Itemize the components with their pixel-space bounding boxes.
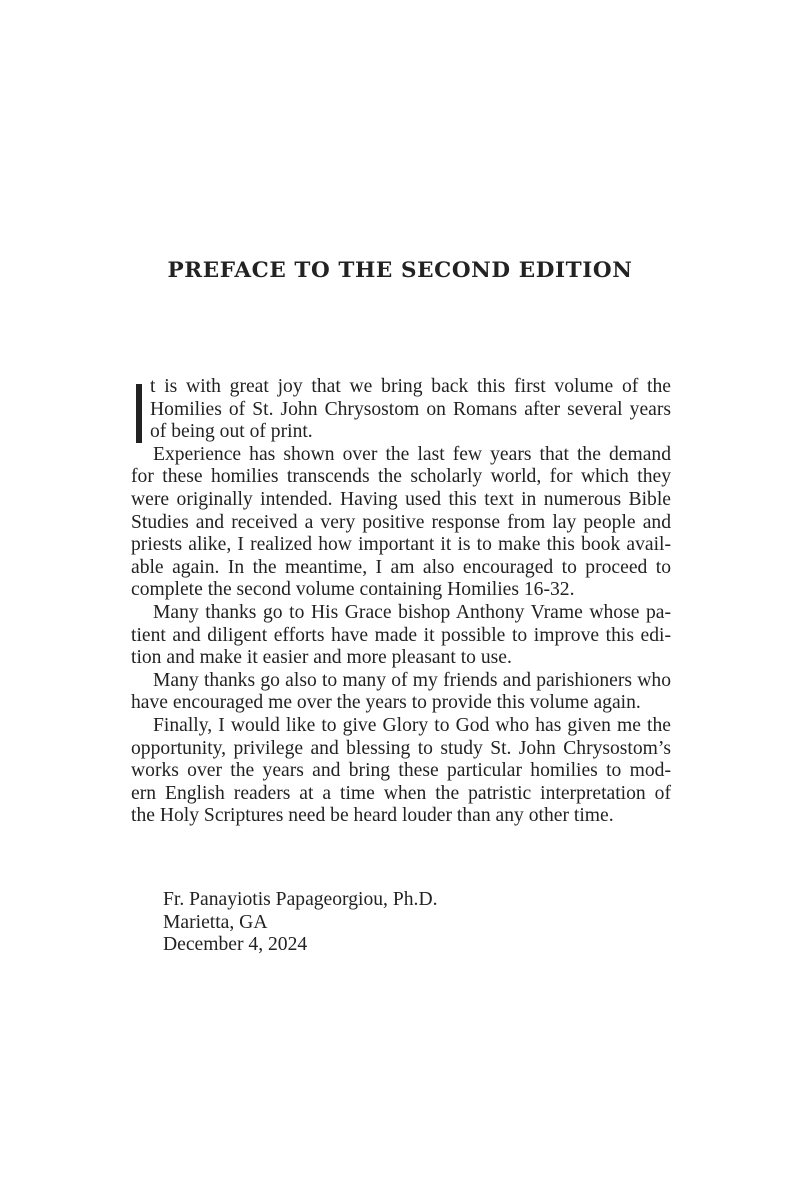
text-line: priests alike, I realized how important it is to make this book avail- [131,534,671,556]
text-line: the Holy Scriptures need be heard louder than any other time. [131,805,614,827]
text-line: for these homilies transcends the scholarly world, for which they [131,466,671,488]
text-line: tient and diligent efforts have made it possible to improve this edi- [131,624,671,646]
page-title: PREFACE TO THE SECOND EDITION [167,258,633,283]
signature-block [163,889,438,957]
author-location: Marietta, GA [163,911,268,933]
text-line: Homilies of St. John Chrysostom on Romans after several years [150,398,671,420]
paragraph [131,602,671,670]
text-line: complete the second volume containing Homilies 16-32. [131,579,575,601]
text-line: Finally, I would like to give Glory to God who has given me the [153,714,671,736]
text-line: able again. In the meantime, I am also encouraged to proceed to [131,556,671,578]
drop-cap [136,384,142,443]
text-line: t is with great joy that we bring back this first volume of the [150,376,671,397]
signature-date: December 4, 2024 [163,934,308,956]
text-line: ern English readers at a time when the patristic interpretation of [131,782,671,804]
paragraph [131,715,671,828]
paragraph [131,376,671,444]
preface-body [131,376,671,828]
paragraph [131,670,671,715]
paragraph [131,444,671,602]
text-line: have encouraged me over the years to provide this volume again. [131,692,641,714]
text-line: Experience has shown over the last few years that the demand [153,443,671,465]
text-line: works over the years and bring these particular homilies to mod- [131,760,671,782]
author-name: Fr. Panayiotis Papageorgiou, Ph.D. [163,889,438,910]
text-line: Many thanks go to His Grace bishop Anthony Vrame whose pa- [153,601,671,623]
text-line: Many thanks go also to many of my friends and parishioners who [153,669,671,691]
text-line: opportunity, privilege and blessing to study St. John Chrysostom’s [131,737,671,759]
text-line: Studies and received a very positive response from lay people and [131,511,671,533]
text-line: were originally intended. Having used this text in numerous Bible [131,488,671,510]
text-line: of being out of print. [150,421,313,443]
text-line: tion and make it easier and more pleasant to use. [131,647,512,669]
